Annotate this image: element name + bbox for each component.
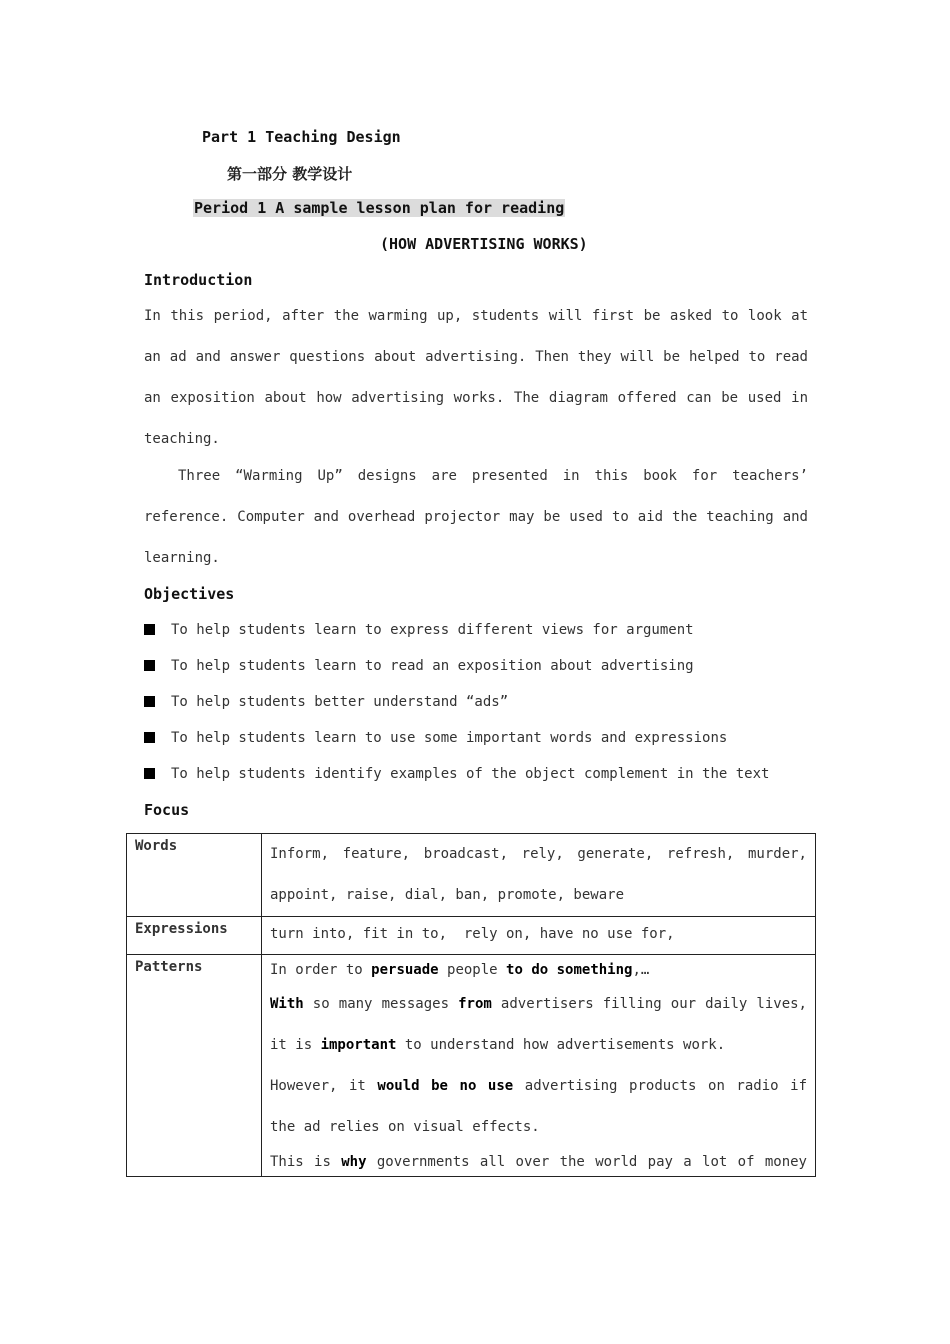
pattern-line-3: However, it would be no use advertising products on radio if the ad relies on visual effects. xyxy=(270,1078,807,1135)
row-label-expressions: Expressions xyxy=(127,917,262,955)
objective-item: To help students identify examples of the object complement in the text xyxy=(144,766,769,782)
pattern-line-2: With so many messages from advertisers filling our daily lives, it is important to understand how advertisements work. xyxy=(270,996,807,1053)
introduction-paragraph-2: Three “Warming Up” designs are presented in this book for teachers’ reference. Computer and overhead projector may be used to aid the teaching and learning. xyxy=(144,468,808,566)
row-content-expressions: turn into, fit in to, rely on, have no use for, xyxy=(262,917,816,955)
bullet-square-icon xyxy=(144,624,155,635)
focus-heading: Focus xyxy=(144,801,190,819)
table-row xyxy=(127,834,816,917)
focus-table xyxy=(126,833,816,1177)
objective-item: To help students better understand “ads” xyxy=(144,694,508,710)
introduction-heading: Introduction xyxy=(144,271,253,289)
pattern-line-4: This is why governments all over the world pay a lot of money xyxy=(270,1154,807,1170)
table-row xyxy=(127,917,816,955)
table-row xyxy=(127,955,816,1177)
period-title: Period 1 A sample lesson plan for reading xyxy=(194,199,565,217)
row-content-words: Inform, feature, broadcast, rely, generate, refresh, murder, appoint, raise, dial, ban, promote, beware xyxy=(262,834,816,917)
bullet-square-icon xyxy=(144,768,155,779)
objectives-heading: Objectives xyxy=(144,585,235,603)
row-label-patterns: Patterns xyxy=(127,955,262,1177)
bullet-square-icon xyxy=(144,660,155,671)
bullet-square-icon xyxy=(144,696,155,707)
row-content-patterns xyxy=(262,955,816,1177)
pattern-line-1: In order to persuade people to do something,… xyxy=(270,962,650,978)
objective-item: To help students learn to use some important words and expressions xyxy=(144,730,727,746)
row-label-words: Words xyxy=(127,834,262,917)
bullet-square-icon xyxy=(144,732,155,743)
lesson-title: (HOW ADVERTISING WORKS) xyxy=(380,235,588,253)
objective-item: To help students learn to read an exposition about advertising xyxy=(144,658,694,674)
objective-item: To help students learn to express different views for argument xyxy=(144,622,694,638)
part-title-chinese: 第一部分 教学设计 xyxy=(227,165,353,183)
part-title: Part 1 Teaching Design xyxy=(202,128,401,146)
introduction-paragraph-1: In this period, after the warming up, students will first be asked to look at an ad and answer questions about advertising. Then they will be helped to read an exposition about how advertising works. The diagram offered can be used in teaching. xyxy=(144,308,808,447)
